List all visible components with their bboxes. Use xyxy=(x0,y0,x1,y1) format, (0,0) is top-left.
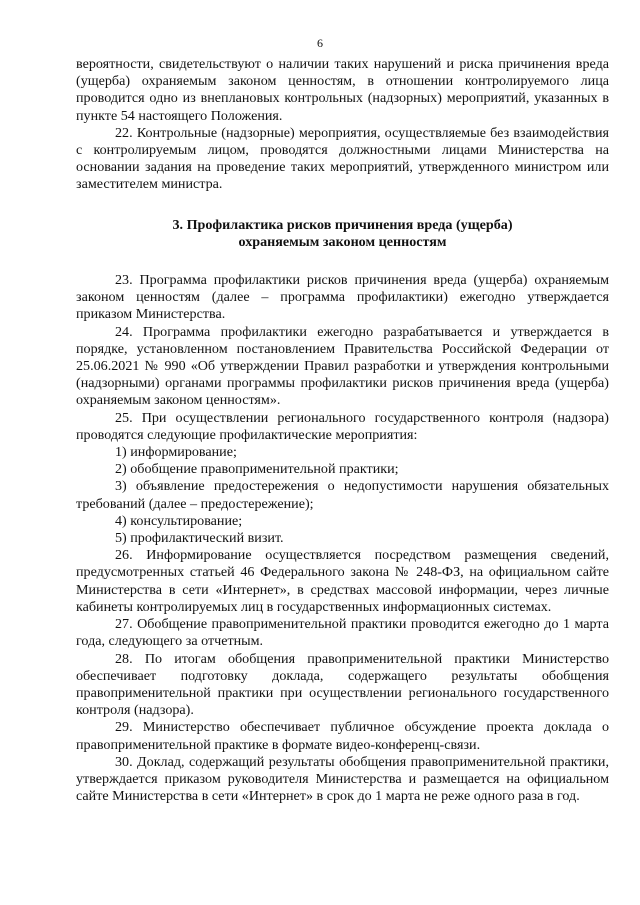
measure-item: 3) объявление предостережения о недопустимости нарушения обязательных требований (далее – предостережение); xyxy=(76,478,609,512)
paragraph-30: 30. Доклад, содержащий результаты обобщения правоприменительной практики, утверждается приказом руководителя Министерства и размещается на официальном сайте Министерства в сети «Интернет» в срок до 1 марта не реже одного раза в год. xyxy=(76,753,609,805)
paragraph-25: 25. При осуществлении регионального государственного контроля (надзора) проводятся следующие профилактические мероприятия: xyxy=(76,409,609,443)
paragraph-26: 26. Информирование осуществляется посредством размещения сведений, предусмотренных статьей 46 Федерального закона № 248-ФЗ, на официальном сайте Министерства в сети «Интернет», в средствах массовой информации, через личные кабинеты контролируемых лиц в государственных информационных системах. xyxy=(76,547,609,615)
paragraph-23: 23. Программа профилактики рисков причинения вреда (ущерба) охраняемым законом ценностям (далее – программа профилактики) ежегодно утверждается приказом Министерства. xyxy=(76,272,609,323)
section-title xyxy=(76,217,609,251)
measure-item: 5) профилактический визит. xyxy=(115,530,284,547)
page-number: 6 xyxy=(317,36,323,50)
paragraph-27: 27. Обобщение правоприменительной практики проводится ежегодно до 1 марта года, следующего за отчетным. xyxy=(76,616,609,650)
measure-item: 4) консультирование; xyxy=(115,512,243,529)
section-title-line-1: 3. Профилактика рисков причинения вреда (ущерба) xyxy=(172,216,513,233)
paragraph-intro: вероятности, свидетельствуют о наличии таких нарушений и риска причинения вреда (ущерба) охраняемым законом ценностям, в отношении контролируемого лица проводится одно из внеплановых контрольных (надзорных) мероприятий, указанных в пункте 54 настоящего Положения. xyxy=(76,56,609,124)
paragraph-22: 22. Контрольные (надзорные) мероприятия, осуществляемые без взаимодействия с контролируемым лицом, проводятся должностными лицами Министерства на основании задания на проведение таких мероприятий, утвержденного министром или заместителем министра. xyxy=(76,124,609,193)
paragraph-28: 28. По итогам обобщения правоприменительной практики Министерство обеспечивает подготовку доклада, содержащего результаты обобщения правоприменительной практики при осуществлении регионального государственного контроля (надзора). xyxy=(76,650,609,719)
document-body xyxy=(76,56,609,805)
paragraph-29: 29. Министерство обеспечивает публичное обсуждение проекта доклада о правоприменительной практике в формате видео-конференц-связи. xyxy=(76,719,609,753)
paragraph-24: 24. Программа профилактики ежегодно разрабатывается и утверждается в порядке, установленном постановлением Правительства Российской Федерации от 25.06.2021 № 990 «Об утверждении Правил разработки и утверждения контрольными (надзорными) органами программы профилактики рисков причинения вреда (ущерба) охраняемым законом ценностям». xyxy=(76,323,609,409)
measure-item: 1) информирование; xyxy=(115,444,237,461)
measure-item: 2) обобщение правоприменительной практики; xyxy=(115,461,399,478)
section-title-line-2: охраняемым законом ценностям xyxy=(238,233,447,250)
